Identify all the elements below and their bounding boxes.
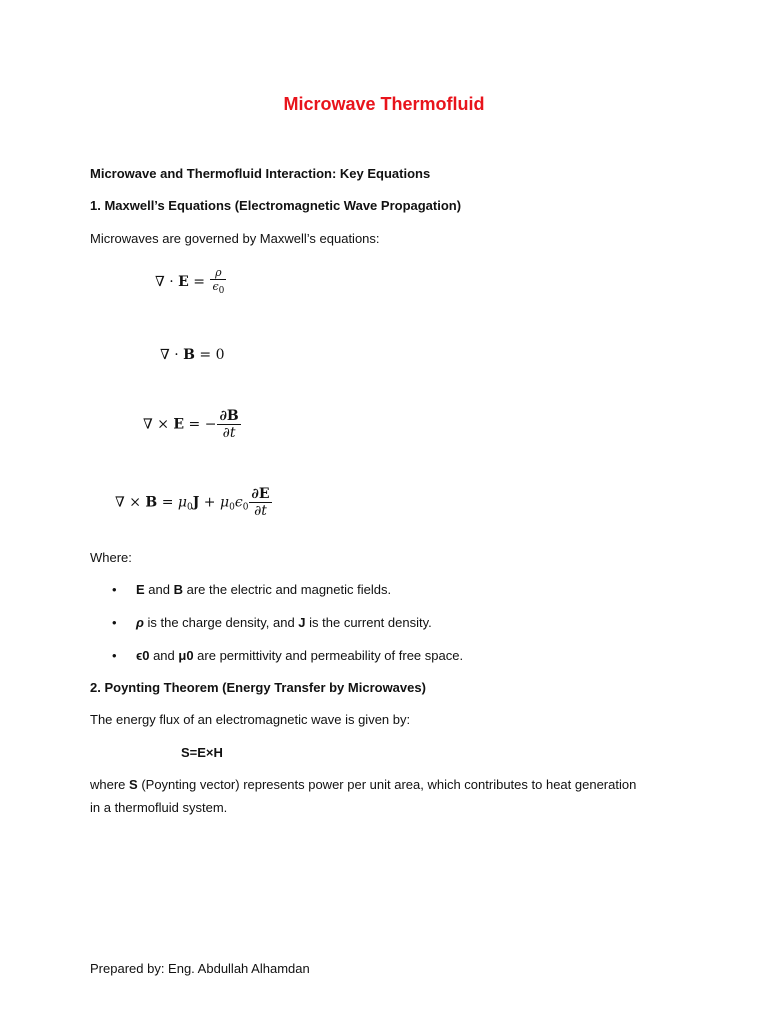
poynting-description-line1: where S (Poynting vector) represents power per unit area, which contributes to heat generation [90,777,637,792]
poynting-formula: S=E×H [181,745,223,760]
bullet-constants: ϵ0 and μ0 are permittivity and permeability of free space. [136,648,464,663]
poynting-description-line2: in a thermofluid system. [90,800,228,815]
gauss-magnetism-equation: ∇ · B = 0 [160,347,225,363]
section1-heading: 1. Maxwell’s Equations (Electromagnetic Wave Propagation) [90,198,462,213]
bullet-dot: • [112,582,117,597]
ampere-maxwell-equation: ∇ × $B = \mu_0J + \mu_0\epsilon_0$ $\frac{\partial E}{\partial t}$ [115,486,270,519]
section2-intro: The energy flux of an electromagnetic wave is given by: [90,712,411,727]
where-label: Where: [90,550,132,565]
footer-author: Prepared by: Eng. Abdullah Alhamdan [90,961,310,976]
fraction: $\frac{\partial E}{\partial t}$ [251,486,270,519]
document-title: Microwave Thermofluid [283,94,485,114]
section1-intro: Microwaves are governed by Maxwell’s equations: [90,231,380,246]
bullet-dot: • [112,615,117,630]
fraction: $\frac{\rho}{\epsilon_0}$ [212,266,225,296]
section2-heading: 2. Poynting Theorem (Energy Transfer by Microwaves) [90,680,426,695]
bullet-densities: ρ is the charge density, and J is the current density. [136,615,432,630]
fraction: $\frac{\partial B}{\partial t}$ [219,408,239,441]
gauss-law-equation: ∇ · E = $\frac{\rho}{\epsilon_0}$ [155,266,225,296]
faraday-law-equation: ∇ × E = − $\frac{\partial B}{\partial t}$ [143,408,239,441]
bullet-fields: E and B are the electric and magnetic fields. [136,582,392,597]
subtitle: Microwave and Thermofluid Interaction: Key Equations [90,166,431,181]
bullet-dot: • [112,648,117,663]
